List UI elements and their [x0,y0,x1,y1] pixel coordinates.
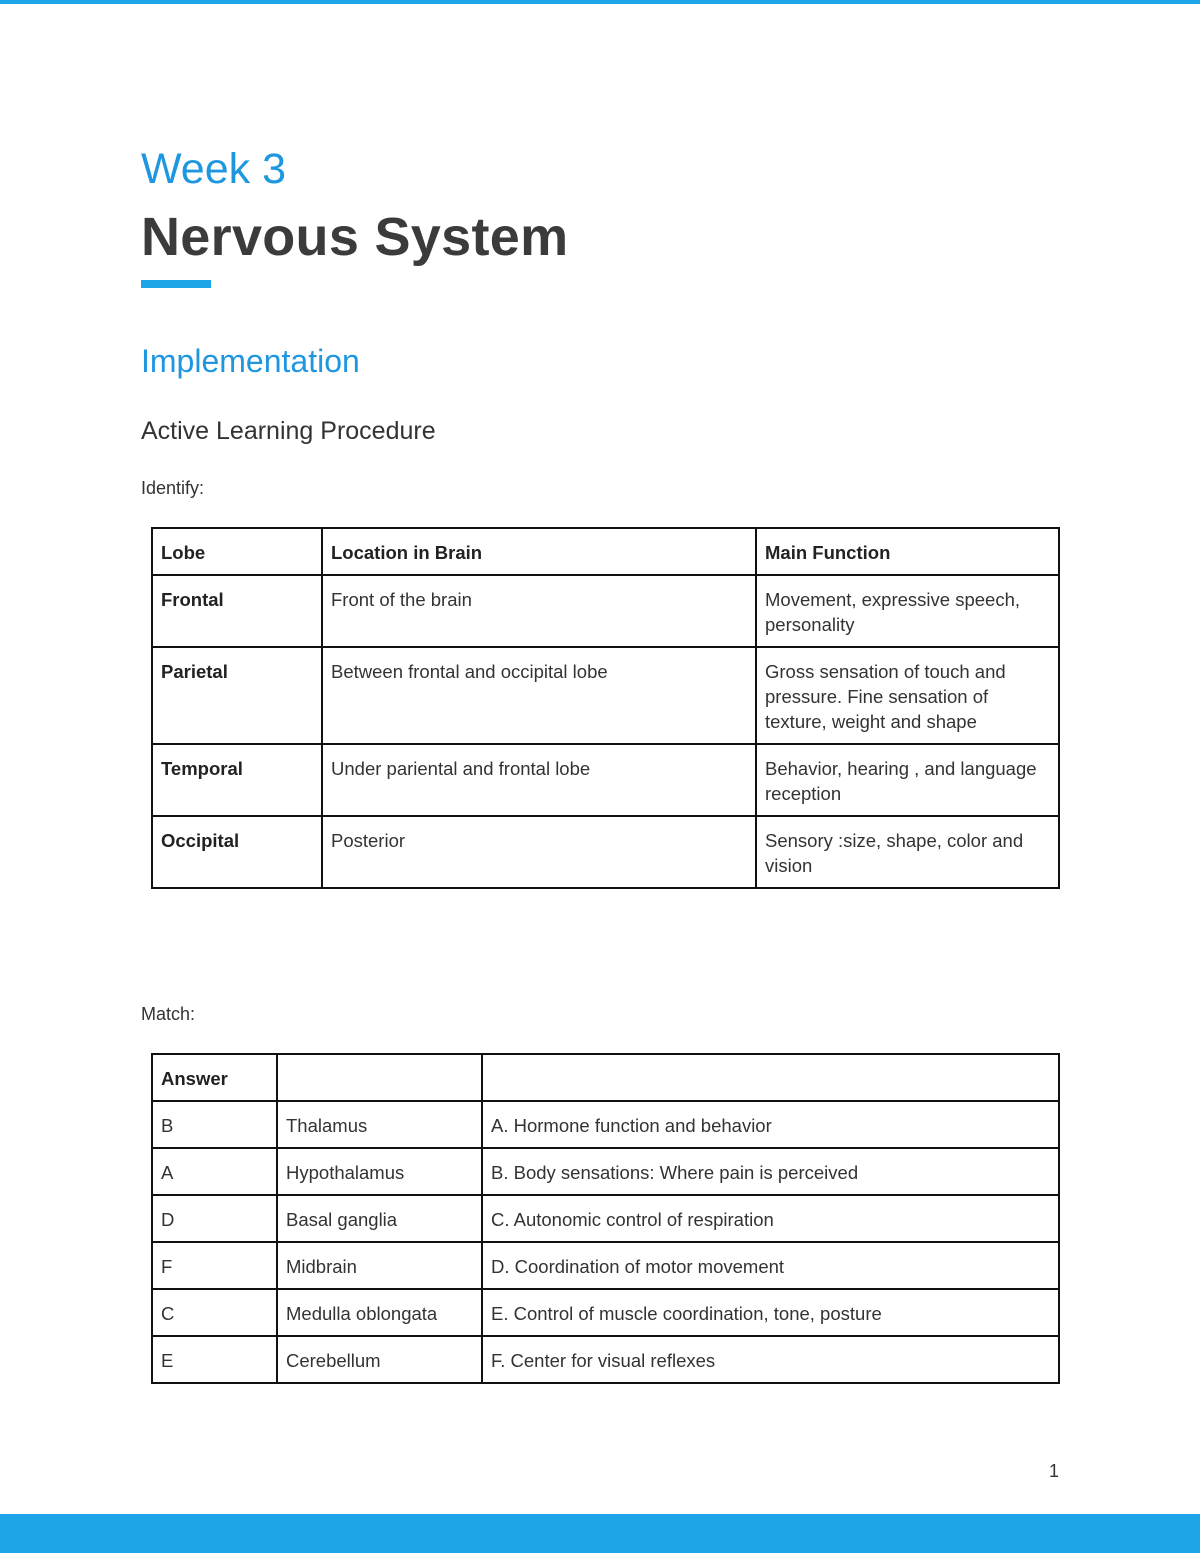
answer-cell: B [152,1101,277,1148]
table-row [152,575,1059,647]
match-table [151,1053,1060,1384]
header-location: Location in Brain [322,528,756,575]
match-label: Match: [141,1004,196,1024]
term-cell: Midbrain [277,1242,482,1289]
header-answer: Answer [152,1054,277,1101]
function-cell: Gross sensation of touch and pressure. Fine sensation of texture, weight and shape [756,647,1059,744]
term-cell: Cerebellum [277,1336,482,1383]
table-row [152,1289,1059,1336]
identify-label: Identify: [141,478,205,498]
lobe-cell: Temporal [152,744,322,816]
section-heading-implementation: Implementation [141,343,360,379]
page-title: Nervous System [141,207,569,267]
description-cell: A. Hormone function and behavior [482,1101,1059,1148]
title-underline [141,280,211,288]
answer-cell: D [152,1195,277,1242]
function-cell: Movement, expressive speech, personality [756,575,1059,647]
table-row [152,1148,1059,1195]
table-row [152,1101,1059,1148]
answer-cell: A [152,1148,277,1195]
table-row [152,744,1059,816]
description-cell: D. Coordination of motor movement [482,1242,1059,1289]
table-header-row [152,528,1059,575]
page-number: 1 [1049,1461,1060,1481]
function-cell: Behavior, hearing , and language reception [756,744,1059,816]
week-label: Week 3 [141,145,286,193]
lobe-cell: Frontal [152,575,322,647]
description-cell: C. Autonomic control of respiration [482,1195,1059,1242]
description-cell: E. Control of muscle coordination, tone, posture [482,1289,1059,1336]
answer-cell: E [152,1336,277,1383]
location-cell: Under pariental and frontal lobe [322,744,756,816]
table-header-row [152,1054,1059,1101]
header-term [277,1054,482,1101]
header-description [482,1054,1059,1101]
table-row [152,816,1059,888]
lobe-cell: Parietal [152,647,322,744]
top-accent-bar [0,0,1200,4]
location-cell: Between frontal and occipital lobe [322,647,756,744]
description-cell: F. Center for visual reflexes [482,1336,1059,1383]
subheading-active-learning: Active Learning Procedure [141,417,436,445]
lobe-cell: Occipital [152,816,322,888]
answer-cell: C [152,1289,277,1336]
answer-cell: F [152,1242,277,1289]
bottom-accent-bar [0,1514,1200,1553]
location-cell: Front of the brain [322,575,756,647]
header-lobe: Lobe [152,528,322,575]
term-cell: Hypothalamus [277,1148,482,1195]
table-row [152,1336,1059,1383]
location-cell: Posterior [322,816,756,888]
table-row [152,647,1059,744]
term-cell: Thalamus [277,1101,482,1148]
term-cell: Basal ganglia [277,1195,482,1242]
description-cell: B. Body sensations: Where pain is perceived [482,1148,1059,1195]
term-cell: Medulla oblongata [277,1289,482,1336]
function-cell: Sensory :size, shape, color and vision [756,816,1059,888]
identify-table [151,527,1060,889]
table-row [152,1195,1059,1242]
table-row [152,1242,1059,1289]
header-function: Main Function [756,528,1059,575]
